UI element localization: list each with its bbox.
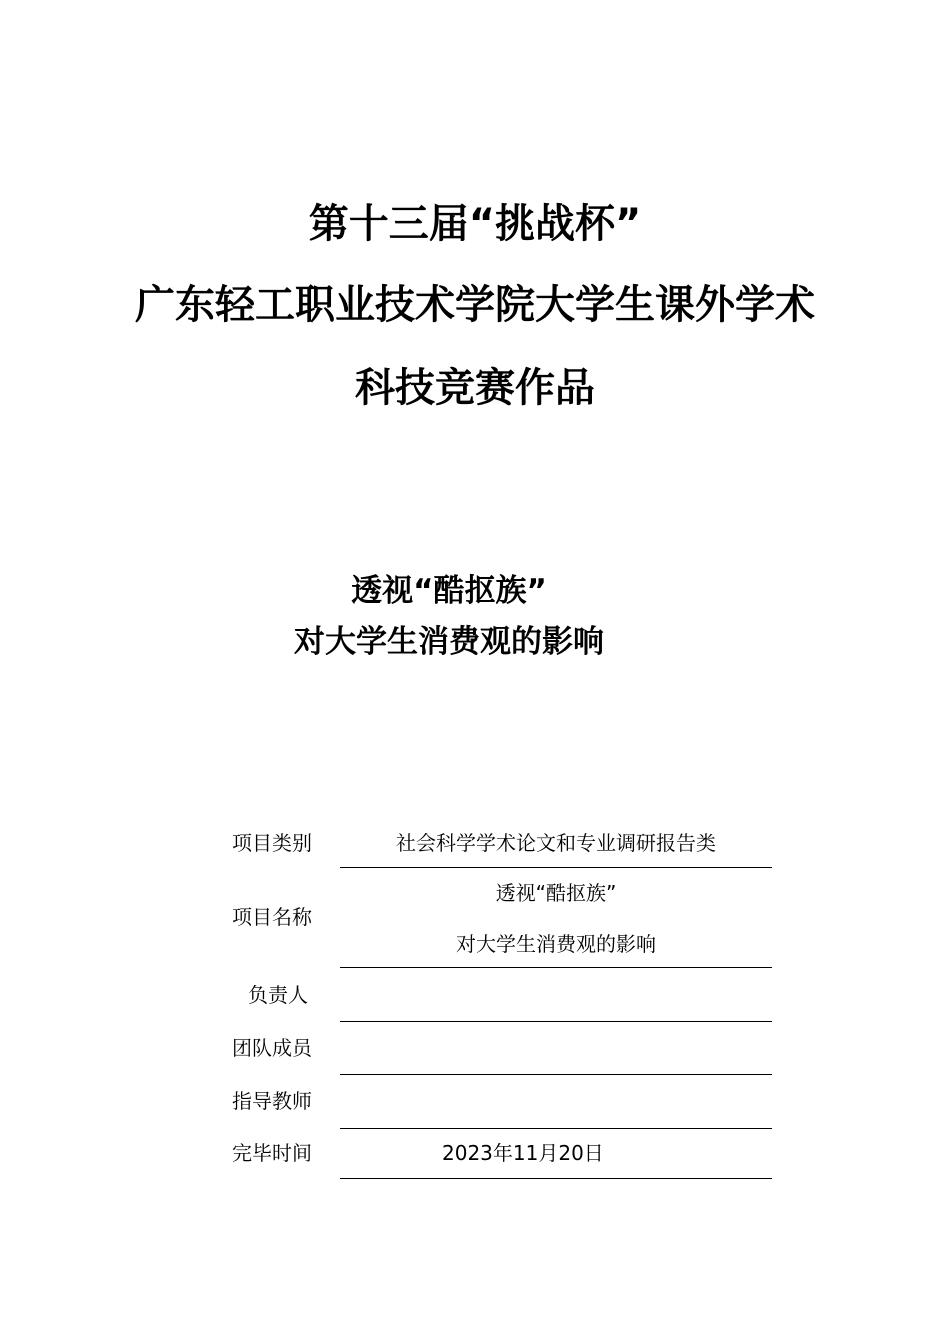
cover-title-line-3: 科技竞赛作品	[355, 365, 595, 411]
team-value	[340, 1022, 772, 1075]
team-label: 团队成员	[232, 1036, 312, 1060]
name-value	[340, 868, 772, 968]
category-value-text: 社会科学学术论文和专业调研报告类	[396, 831, 716, 855]
category-label: 项目类别	[232, 831, 312, 855]
project-title-line-1: 透视“酷抠族”	[351, 573, 547, 609]
name-value-line-2: 对大学生消费观的影响	[456, 932, 656, 956]
project-title-line-2: 对大学生消费观的影响	[294, 624, 604, 660]
cover-title-line-1: 第十三届“挑战杯”	[308, 201, 642, 247]
cover-title-line-2: 广东轻工职业技术学院大学生课外学术	[135, 282, 815, 328]
leader-label: 负责人	[248, 983, 308, 1007]
completion-label: 完毕时间	[232, 1141, 312, 1165]
name-value-line-1: 透视“酷抠族”	[495, 881, 617, 905]
name-label: 项目名称	[232, 905, 312, 929]
completion-value	[340, 1129, 772, 1179]
category-value	[340, 818, 772, 868]
completion-value-text: 2023年11月20日	[442, 1141, 604, 1165]
leader-value	[340, 968, 772, 1022]
advisor-value	[340, 1075, 772, 1129]
advisor-label: 指导教师	[232, 1089, 312, 1113]
